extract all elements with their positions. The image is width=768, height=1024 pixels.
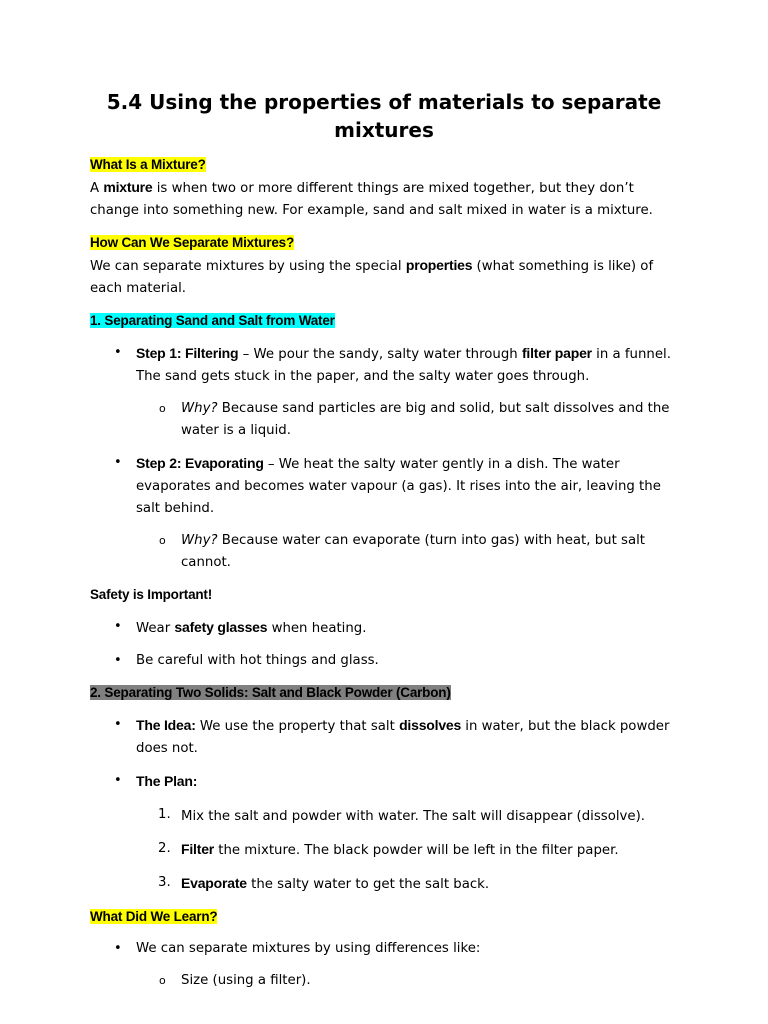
- bullet-icon: •: [114, 773, 122, 788]
- plan-step-3: 3. Evaporate the salty water to get the salt back.: [158, 875, 490, 892]
- bullet-icon: •: [114, 653, 122, 668]
- sub-bullet-icon: o: [159, 974, 166, 987]
- sub-item-step1-why: o Why? Because sand particles are big and solid, but salt dissolves and the water is a liquid.: [90, 398, 680, 442]
- paragraph-separate: We can separate mixtures by using the special properties (what something is like) of each material.: [90, 257, 654, 296]
- list-item-plan: • The Plan:: [90, 770, 680, 794]
- section-heading-mixture: What Is a Mixture?: [90, 157, 206, 172]
- page-title: 5.4 Using the properties of materials to separate mixtures: [106, 90, 662, 142]
- sub-bullet-icon: o: [159, 402, 166, 415]
- paragraph-mixture-definition: A mixture is when two or more different things are mixed together, but they don’t change into something new. For example, sand and salt mixed in water is a mixture.: [90, 179, 653, 218]
- sub-item-size: o Size (using a filter).: [90, 970, 680, 992]
- list-item-step2: • Step 2: Evaporating – We heat the salty water gently in a dish. The water evaporates and becomes water vapour (a gas). It rises into the air, leaving the salt behind.: [90, 452, 680, 520]
- section-heading-learn: What Did We Learn?: [90, 909, 218, 924]
- section-heading-separate: How Can We Separate Mixtures?: [90, 235, 295, 250]
- list-item-learn: • We can separate mixtures by using differences like:: [90, 938, 680, 960]
- document-page: [90, 88, 680, 992]
- list-item-idea: • The Idea: We use the property that salt dissolves in water, but the black powder does not.: [90, 714, 680, 760]
- list-item-step1: • Step 1: Filtering – We pour the sandy, salty water through filter paper in a funnel. The sand gets stuck in the paper, and the salty water goes through.: [90, 342, 680, 388]
- bullet-icon: •: [114, 941, 122, 956]
- bullet-icon: •: [114, 455, 122, 470]
- section-heading-two-solids: 2. Separating Two Solids: Salt and Black Powder (Carbon): [90, 685, 451, 700]
- list-item-safety-careful: • Be careful with hot things and glass.: [90, 650, 680, 672]
- bullet-icon: •: [114, 619, 122, 634]
- sub-bullet-icon: o: [159, 534, 166, 547]
- bullet-icon: •: [114, 345, 122, 360]
- section-heading-safety: Safety is Important!: [90, 587, 213, 602]
- list-item-safety-glasses: • Wear safety glasses when heating.: [90, 616, 680, 640]
- sub-item-step2-why: o Why? Because water can evaporate (turn into gas) with heat, but salt cannot.: [90, 530, 680, 574]
- bullet-icon: •: [114, 717, 122, 732]
- plan-step-1: 1. Mix the salt and powder with water. The salt will disappear (dissolve).: [158, 807, 646, 824]
- plan-step-2: 2. Filter the mixture. The black powder will be left in the filter paper.: [158, 841, 619, 858]
- section-heading-sand-salt: 1. Separating Sand and Salt from Water: [90, 313, 335, 328]
